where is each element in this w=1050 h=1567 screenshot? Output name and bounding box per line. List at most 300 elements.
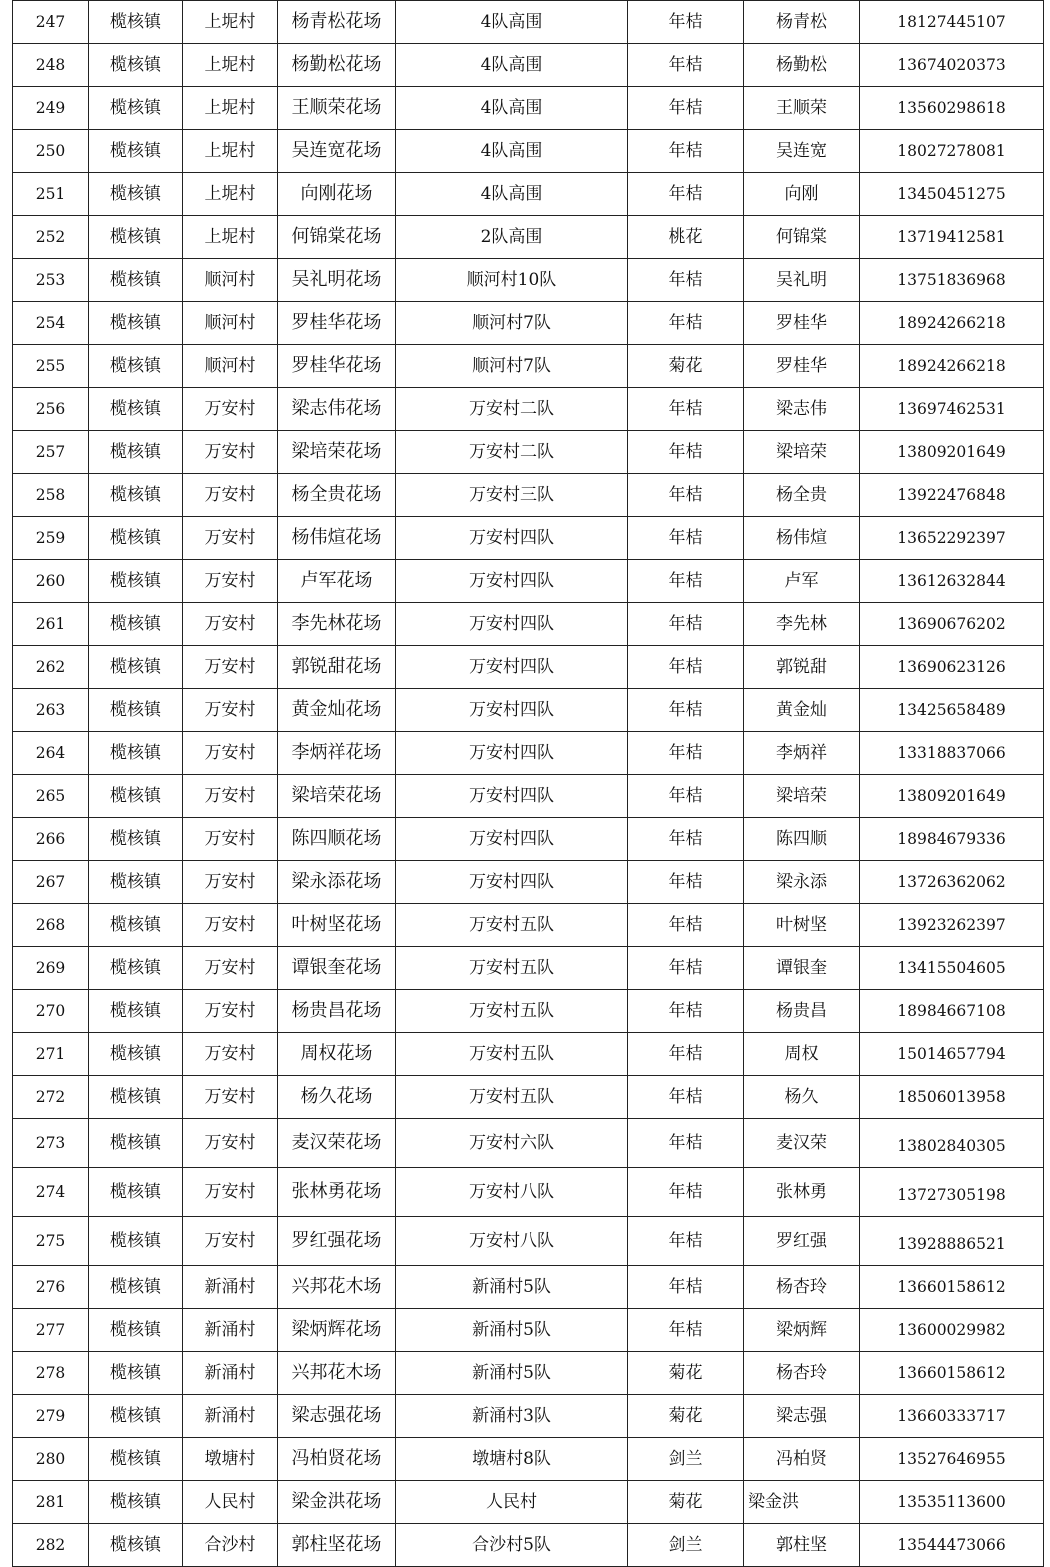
farm-name-cell: 梁志伟花场 (278, 388, 396, 431)
town-cell: 榄核镇 (89, 173, 183, 216)
address-cell: 万安村四队 (396, 818, 628, 861)
farm-name-cell: 杨久花场 (278, 1076, 396, 1119)
farm-name-cell: 梁培荣花场 (278, 431, 396, 474)
flower-type-cell: 年桔 (628, 560, 744, 603)
flower-type-cell: 年桔 (628, 603, 744, 646)
town-cell: 榄核镇 (89, 818, 183, 861)
address-cell: 万安村五队 (396, 990, 628, 1033)
table-row (13, 1524, 1044, 1567)
row-number-cell: 256 (13, 388, 89, 431)
row-number-cell: 281 (13, 1481, 89, 1524)
address-cell: 万安村四队 (396, 560, 628, 603)
owner-cell: 叶树坚 (744, 904, 860, 947)
owner-cell: 陈四顺 (744, 818, 860, 861)
phone-cell: 13660158612 (860, 1352, 1044, 1395)
phone-cell: 18984679336 (860, 818, 1044, 861)
table-row (13, 345, 1044, 388)
row-number-cell: 253 (13, 259, 89, 302)
phone-cell: 13612632844 (860, 560, 1044, 603)
town-cell: 榄核镇 (89, 302, 183, 345)
flower-type-cell: 年桔 (628, 259, 744, 302)
owner-cell: 杨久 (744, 1076, 860, 1119)
phone-cell: 13660158612 (860, 1266, 1044, 1309)
row-number-cell: 255 (13, 345, 89, 388)
town-cell: 榄核镇 (89, 1119, 183, 1168)
address-cell: 顺河村10队 (396, 259, 628, 302)
address-cell: 万安村八队 (396, 1168, 628, 1217)
owner-cell: 罗红强 (744, 1217, 860, 1266)
village-cell: 万安村 (183, 1119, 278, 1168)
town-cell: 榄核镇 (89, 517, 183, 560)
town-cell: 榄核镇 (89, 560, 183, 603)
address-cell: 墩塘村8队 (396, 1438, 628, 1481)
farm-name-cell: 吴连宽花场 (278, 130, 396, 173)
table-row (13, 388, 1044, 431)
table-row (13, 947, 1044, 990)
address-cell: 万安村五队 (396, 947, 628, 990)
address-cell: 万安村四队 (396, 775, 628, 818)
owner-cell: 张林勇 (744, 1168, 860, 1217)
owner-cell: 郭柱坚 (744, 1524, 860, 1567)
table-row (13, 1481, 1044, 1524)
flower-type-cell: 年桔 (628, 775, 744, 818)
village-cell: 万安村 (183, 732, 278, 775)
flower-type-cell: 年桔 (628, 302, 744, 345)
phone-cell: 13697462531 (860, 388, 1044, 431)
phone-cell: 18127445107 (860, 1, 1044, 44)
town-cell: 榄核镇 (89, 732, 183, 775)
phone-cell: 13527646955 (860, 1438, 1044, 1481)
town-cell: 榄核镇 (89, 1, 183, 44)
farm-name-cell: 梁培荣花场 (278, 775, 396, 818)
owner-cell: 杨勤松 (744, 44, 860, 87)
village-cell: 万安村 (183, 474, 278, 517)
row-number-cell: 271 (13, 1033, 89, 1076)
farm-name-cell: 郭柱坚花场 (278, 1524, 396, 1567)
owner-cell: 向刚 (744, 173, 860, 216)
address-cell: 2队高围 (396, 216, 628, 259)
owner-cell: 梁志伟 (744, 388, 860, 431)
farm-name-cell: 卢军花场 (278, 560, 396, 603)
flower-type-cell: 年桔 (628, 861, 744, 904)
flower-type-cell: 年桔 (628, 1, 744, 44)
address-cell: 4队高围 (396, 44, 628, 87)
flower-type-cell: 年桔 (628, 1119, 744, 1168)
town-cell: 榄核镇 (89, 130, 183, 173)
town-cell: 榄核镇 (89, 87, 183, 130)
phone-cell: 18924266218 (860, 302, 1044, 345)
table-row (13, 1168, 1044, 1217)
town-cell: 榄核镇 (89, 1076, 183, 1119)
phone-cell: 13318837066 (860, 732, 1044, 775)
flower-type-cell: 年桔 (628, 1076, 744, 1119)
row-number-cell: 259 (13, 517, 89, 560)
farm-name-cell: 兴邦花木场 (278, 1266, 396, 1309)
address-cell: 万安村二队 (396, 431, 628, 474)
village-cell: 新涌村 (183, 1266, 278, 1309)
owner-cell: 郭锐甜 (744, 646, 860, 689)
table-row (13, 1309, 1044, 1352)
address-cell: 万安村五队 (396, 1076, 628, 1119)
address-cell: 万安村八队 (396, 1217, 628, 1266)
farm-name-cell: 李先林花场 (278, 603, 396, 646)
town-cell: 榄核镇 (89, 259, 183, 302)
address-cell: 万安村四队 (396, 861, 628, 904)
phone-cell: 13652292397 (860, 517, 1044, 560)
owner-cell: 梁金洪 (744, 1481, 860, 1524)
table-row (13, 1, 1044, 44)
phone-cell: 13425658489 (860, 689, 1044, 732)
table-row (13, 904, 1044, 947)
row-number-cell: 273 (13, 1119, 89, 1168)
town-cell: 榄核镇 (89, 689, 183, 732)
address-cell: 4队高围 (396, 1, 628, 44)
town-cell: 榄核镇 (89, 345, 183, 388)
town-cell: 榄核镇 (89, 216, 183, 259)
phone-cell: 13802840305 (860, 1119, 1044, 1168)
phone-cell: 13922476848 (860, 474, 1044, 517)
farm-name-cell: 向刚花场 (278, 173, 396, 216)
farm-name-cell: 黄金灿花场 (278, 689, 396, 732)
table-row (13, 775, 1044, 818)
phone-cell: 13809201649 (860, 775, 1044, 818)
village-cell: 上坭村 (183, 130, 278, 173)
farm-name-cell: 王顺荣花场 (278, 87, 396, 130)
farm-name-cell: 罗红强花场 (278, 1217, 396, 1266)
address-cell: 万安村四队 (396, 732, 628, 775)
owner-cell: 黄金灿 (744, 689, 860, 732)
row-number-cell: 264 (13, 732, 89, 775)
row-number-cell: 276 (13, 1266, 89, 1309)
flower-type-cell: 年桔 (628, 130, 744, 173)
phone-cell: 13535113600 (860, 1481, 1044, 1524)
table-row (13, 302, 1044, 345)
row-number-cell: 262 (13, 646, 89, 689)
farm-name-cell: 罗桂华花场 (278, 302, 396, 345)
village-cell: 万安村 (183, 818, 278, 861)
village-cell: 顺河村 (183, 345, 278, 388)
owner-cell: 杨全贵 (744, 474, 860, 517)
flower-type-cell: 年桔 (628, 947, 744, 990)
village-cell: 万安村 (183, 560, 278, 603)
table-row (13, 1033, 1044, 1076)
flower-type-cell: 年桔 (628, 1309, 744, 1352)
farm-name-cell: 叶树坚花场 (278, 904, 396, 947)
phone-cell: 13727305198 (860, 1168, 1044, 1217)
village-cell: 上坭村 (183, 173, 278, 216)
row-number-cell: 257 (13, 431, 89, 474)
farm-name-cell: 陈四顺花场 (278, 818, 396, 861)
table-row (13, 87, 1044, 130)
village-cell: 合沙村 (183, 1524, 278, 1567)
flower-type-cell: 年桔 (628, 689, 744, 732)
flower-type-cell: 年桔 (628, 904, 744, 947)
row-number-cell: 252 (13, 216, 89, 259)
farm-name-cell: 罗桂华花场 (278, 345, 396, 388)
owner-cell: 杨伟煊 (744, 517, 860, 560)
row-number-cell: 260 (13, 560, 89, 603)
address-cell: 顺河村7队 (396, 302, 628, 345)
flower-type-cell: 年桔 (628, 474, 744, 517)
address-cell: 万安村五队 (396, 904, 628, 947)
address-cell: 合沙村5队 (396, 1524, 628, 1567)
owner-cell: 杨杏玲 (744, 1352, 860, 1395)
owner-cell: 麦汉荣 (744, 1119, 860, 1168)
town-cell: 榄核镇 (89, 904, 183, 947)
row-number-cell: 263 (13, 689, 89, 732)
flower-type-cell: 剑兰 (628, 1524, 744, 1567)
owner-cell: 吴礼明 (744, 259, 860, 302)
row-number-cell: 265 (13, 775, 89, 818)
farm-name-cell: 周权花场 (278, 1033, 396, 1076)
village-cell: 新涌村 (183, 1309, 278, 1352)
town-cell: 榄核镇 (89, 990, 183, 1033)
row-number-cell: 266 (13, 818, 89, 861)
address-cell: 万安村四队 (396, 646, 628, 689)
table-row (13, 173, 1044, 216)
village-cell: 上坭村 (183, 1, 278, 44)
flower-type-cell: 桃花 (628, 216, 744, 259)
flower-type-cell: 年桔 (628, 990, 744, 1033)
table-row (13, 1217, 1044, 1266)
table-row (13, 1438, 1044, 1481)
table-row (13, 818, 1044, 861)
village-cell: 万安村 (183, 904, 278, 947)
table-row (13, 861, 1044, 904)
address-cell: 万安村四队 (396, 603, 628, 646)
town-cell: 榄核镇 (89, 1217, 183, 1266)
address-cell: 万安村五队 (396, 1033, 628, 1076)
phone-cell: 13690676202 (860, 603, 1044, 646)
owner-cell: 杨青松 (744, 1, 860, 44)
farm-name-cell: 吴礼明花场 (278, 259, 396, 302)
owner-cell: 吴连宽 (744, 130, 860, 173)
row-number-cell: 279 (13, 1395, 89, 1438)
owner-cell: 罗桂华 (744, 345, 860, 388)
phone-cell: 18984667108 (860, 990, 1044, 1033)
farm-name-cell: 何锦棠花场 (278, 216, 396, 259)
table-row (13, 259, 1044, 302)
row-number-cell: 278 (13, 1352, 89, 1395)
town-cell: 榄核镇 (89, 1033, 183, 1076)
table-row (13, 130, 1044, 173)
owner-cell: 罗桂华 (744, 302, 860, 345)
village-cell: 万安村 (183, 775, 278, 818)
phone-cell: 13726362062 (860, 861, 1044, 904)
farm-name-cell: 梁志强花场 (278, 1395, 396, 1438)
phone-cell: 18924266218 (860, 345, 1044, 388)
village-cell: 万安村 (183, 517, 278, 560)
owner-cell: 杨杏玲 (744, 1266, 860, 1309)
table-row (13, 1352, 1044, 1395)
farm-name-cell: 麦汉荣花场 (278, 1119, 396, 1168)
address-cell: 人民村 (396, 1481, 628, 1524)
town-cell: 榄核镇 (89, 1168, 183, 1217)
table-row (13, 474, 1044, 517)
village-cell: 万安村 (183, 431, 278, 474)
address-cell: 万安村二队 (396, 388, 628, 431)
row-number-cell: 275 (13, 1217, 89, 1266)
flower-type-cell: 菊花 (628, 1352, 744, 1395)
table-row (13, 1119, 1044, 1168)
table-row (13, 646, 1044, 689)
table-row (13, 732, 1044, 775)
flower-type-cell: 年桔 (628, 517, 744, 560)
flower-type-cell: 年桔 (628, 646, 744, 689)
table-row (13, 560, 1044, 603)
owner-cell: 梁培荣 (744, 775, 860, 818)
flower-type-cell: 年桔 (628, 44, 744, 87)
address-cell: 4队高围 (396, 173, 628, 216)
town-cell: 榄核镇 (89, 947, 183, 990)
farm-name-cell: 郭锐甜花场 (278, 646, 396, 689)
flower-type-cell: 年桔 (628, 431, 744, 474)
table-row (13, 603, 1044, 646)
village-cell: 新涌村 (183, 1395, 278, 1438)
address-cell: 新涌村5队 (396, 1309, 628, 1352)
village-cell: 顺河村 (183, 302, 278, 345)
address-cell: 万安村四队 (396, 689, 628, 732)
owner-cell: 杨贵昌 (744, 990, 860, 1033)
town-cell: 榄核镇 (89, 603, 183, 646)
flower-type-cell: 年桔 (628, 1168, 744, 1217)
farm-name-cell: 李炳祥花场 (278, 732, 396, 775)
flower-type-cell: 年桔 (628, 173, 744, 216)
village-cell: 万安村 (183, 388, 278, 431)
village-cell: 万安村 (183, 861, 278, 904)
village-cell: 万安村 (183, 646, 278, 689)
owner-cell: 王顺荣 (744, 87, 860, 130)
farm-name-cell: 杨伟煊花场 (278, 517, 396, 560)
flower-type-cell: 年桔 (628, 1033, 744, 1076)
table-row (13, 517, 1044, 560)
owner-cell: 李炳祥 (744, 732, 860, 775)
village-cell: 万安村 (183, 947, 278, 990)
town-cell: 榄核镇 (89, 431, 183, 474)
flower-type-cell: 菊花 (628, 1395, 744, 1438)
phone-cell: 13719412581 (860, 216, 1044, 259)
owner-cell: 梁炳辉 (744, 1309, 860, 1352)
row-number-cell: 268 (13, 904, 89, 947)
flower-type-cell: 年桔 (628, 1217, 744, 1266)
flower-type-cell: 年桔 (628, 732, 744, 775)
village-cell: 人民村 (183, 1481, 278, 1524)
town-cell: 榄核镇 (89, 1266, 183, 1309)
owner-cell: 梁志强 (744, 1395, 860, 1438)
village-cell: 顺河村 (183, 259, 278, 302)
phone-cell: 13809201649 (860, 431, 1044, 474)
table-row (13, 216, 1044, 259)
town-cell: 榄核镇 (89, 646, 183, 689)
row-number-cell: 258 (13, 474, 89, 517)
address-cell: 万安村六队 (396, 1119, 628, 1168)
village-cell: 新涌村 (183, 1352, 278, 1395)
flower-type-cell: 年桔 (628, 1266, 744, 1309)
town-cell: 榄核镇 (89, 474, 183, 517)
village-cell: 万安村 (183, 1168, 278, 1217)
town-cell: 榄核镇 (89, 861, 183, 904)
town-cell: 榄核镇 (89, 1481, 183, 1524)
row-number-cell: 249 (13, 87, 89, 130)
phone-cell: 13560298618 (860, 87, 1044, 130)
phone-cell: 13923262397 (860, 904, 1044, 947)
row-number-cell: 251 (13, 173, 89, 216)
town-cell: 榄核镇 (89, 388, 183, 431)
address-cell: 新涌村5队 (396, 1266, 628, 1309)
flower-type-cell: 年桔 (628, 87, 744, 130)
row-number-cell: 254 (13, 302, 89, 345)
village-cell: 上坭村 (183, 44, 278, 87)
table-row (13, 431, 1044, 474)
phone-cell: 13600029982 (860, 1309, 1044, 1352)
row-number-cell: 272 (13, 1076, 89, 1119)
farm-name-cell: 谭银奎花场 (278, 947, 396, 990)
village-cell: 万安村 (183, 603, 278, 646)
flower-type-cell: 年桔 (628, 818, 744, 861)
table-row (13, 44, 1044, 87)
row-number-cell: 267 (13, 861, 89, 904)
phone-cell: 13928886521 (860, 1217, 1044, 1266)
flower-type-cell: 菊花 (628, 1481, 744, 1524)
phone-cell: 13674020373 (860, 44, 1044, 87)
town-cell: 榄核镇 (89, 775, 183, 818)
flower-farm-table (12, 0, 1044, 1567)
village-cell: 万安村 (183, 1217, 278, 1266)
owner-cell: 梁永添 (744, 861, 860, 904)
phone-cell: 13751836968 (860, 259, 1044, 302)
address-cell: 新涌村3队 (396, 1395, 628, 1438)
village-cell: 万安村 (183, 1033, 278, 1076)
row-number-cell: 282 (13, 1524, 89, 1567)
owner-cell: 李先林 (744, 603, 860, 646)
address-cell: 4队高围 (396, 87, 628, 130)
village-cell: 上坭村 (183, 87, 278, 130)
table-row (13, 689, 1044, 732)
farm-name-cell: 梁永添花场 (278, 861, 396, 904)
town-cell: 榄核镇 (89, 44, 183, 87)
owner-cell: 卢军 (744, 560, 860, 603)
phone-cell: 13544473066 (860, 1524, 1044, 1567)
village-cell: 上坭村 (183, 216, 278, 259)
row-number-cell: 250 (13, 130, 89, 173)
flower-type-cell: 剑兰 (628, 1438, 744, 1481)
town-cell: 榄核镇 (89, 1395, 183, 1438)
farm-name-cell: 张林勇花场 (278, 1168, 396, 1217)
row-number-cell: 277 (13, 1309, 89, 1352)
table-row (13, 1395, 1044, 1438)
village-cell: 万安村 (183, 689, 278, 732)
town-cell: 榄核镇 (89, 1438, 183, 1481)
phone-cell: 13690623126 (860, 646, 1044, 689)
address-cell: 万安村三队 (396, 474, 628, 517)
row-number-cell: 274 (13, 1168, 89, 1217)
phone-cell: 13415504605 (860, 947, 1044, 990)
owner-cell: 周权 (744, 1033, 860, 1076)
phone-cell: 18506013958 (860, 1076, 1044, 1119)
row-number-cell: 247 (13, 1, 89, 44)
owner-cell: 冯柏贤 (744, 1438, 860, 1481)
table-row (13, 1076, 1044, 1119)
phone-cell: 13660333717 (860, 1395, 1044, 1438)
row-number-cell: 269 (13, 947, 89, 990)
town-cell: 榄核镇 (89, 1309, 183, 1352)
row-number-cell: 280 (13, 1438, 89, 1481)
owner-cell: 谭银奎 (744, 947, 860, 990)
owner-cell: 梁培荣 (744, 431, 860, 474)
farm-name-cell: 杨全贵花场 (278, 474, 396, 517)
farm-name-cell: 兴邦花木场 (278, 1352, 396, 1395)
village-cell: 万安村 (183, 990, 278, 1033)
